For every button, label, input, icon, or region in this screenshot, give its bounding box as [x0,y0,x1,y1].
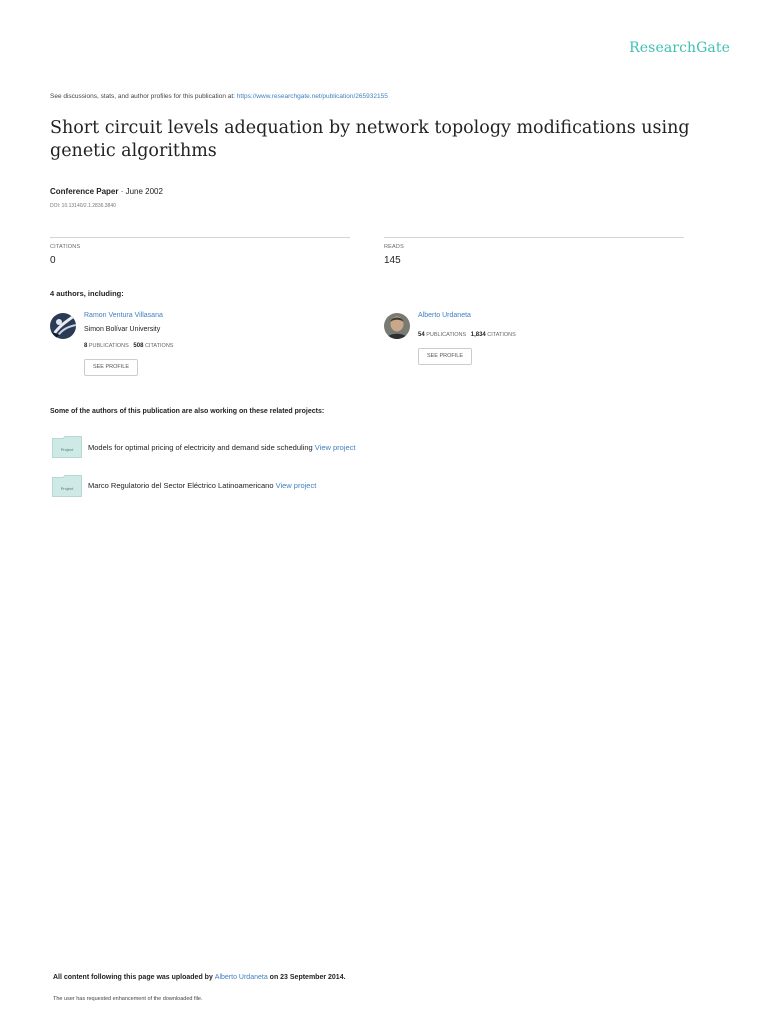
researchgate-logo[interactable]: ResearchGate [629,40,730,56]
avatar-image [50,313,76,339]
publication-title: Short circuit levels adequation by network topology modifications using genetic algorithms [50,118,690,161]
view-project-link[interactable]: View project [275,481,317,490]
project-icon[interactable] [52,436,82,458]
project-item [88,443,356,452]
publication-doi: DOI: 10.13140/2.1.2836.3840 [50,203,116,209]
project-folder-icon [52,475,82,497]
author-name-alberto[interactable]: Alberto Urdaneta [418,312,471,319]
author-publications-label: PUBLICATIONS [426,332,467,338]
project-title: Marco Regulatorio del Sector Eléctrico Latinoamericano [88,481,276,490]
publication-date: June 2002 [125,187,163,196]
see-profile-button-ramon[interactable]: SEE PROFILE [84,359,138,376]
discussion-line [50,93,388,100]
author-affiliation-ramon: Simon Bolívar University [84,326,161,333]
see-profile-button-alberto[interactable]: SEE PROFILE [418,348,472,365]
author-stats-ramon [84,343,173,349]
citations-label: CITATIONS [50,244,81,250]
svg-text:Project: Project [60,447,74,452]
authors-heading: 4 authors, including: [50,289,124,298]
reads-label: READS [384,244,404,250]
project-folder-icon [52,436,82,458]
discussion-text: See discussions, stats, and author profiles for this publication at: [50,93,237,100]
author-stats-alberto [418,332,516,338]
project-item [88,481,316,490]
enhancement-note: The user has requested enhancement of the downloaded file. [53,996,203,1002]
author-citations-count: 1,834 [470,332,486,338]
author-avatar-ramon[interactable] [50,313,76,339]
publication-type: Conference Paper [50,187,119,196]
citations-divider [50,237,350,238]
author-publications-label: PUBLICATIONS [88,343,129,349]
author-name-ramon[interactable]: Ramon Ventura Villasana [84,312,163,319]
view-project-link[interactable]: View project [314,443,356,452]
meta-separator: · [118,187,126,196]
author-citations-count: 508 [133,343,144,349]
project-icon[interactable] [52,475,82,497]
upload-suffix: on 23 September 2014. [267,974,346,981]
related-projects-heading: Some of the authors of this publication are also working on these related projects: [50,408,325,415]
reads-divider [384,237,684,238]
reads-value: 145 [384,255,401,266]
author-citations-label: CITATIONS [487,332,516,338]
citations-value: 0 [50,255,56,266]
author-citations-label: CITATIONS [144,343,174,349]
author-publications-count: 54 [418,332,425,338]
project-title: Models for optimal pricing of electricity and demand side scheduling [88,443,315,452]
svg-text:Project: Project [60,486,74,491]
author-publications-count: 8 [84,343,88,349]
publication-meta [50,187,163,196]
upload-prefix: All content following this page was uploaded by [53,974,215,981]
avatar-image [384,313,410,339]
publication-url-link[interactable]: https://www.researchgate.net/publication/265932155 [236,93,388,100]
upload-note [53,974,346,981]
uploader-link[interactable]: Alberto Urdaneta [214,974,268,981]
author-avatar-alberto[interactable] [384,313,410,339]
